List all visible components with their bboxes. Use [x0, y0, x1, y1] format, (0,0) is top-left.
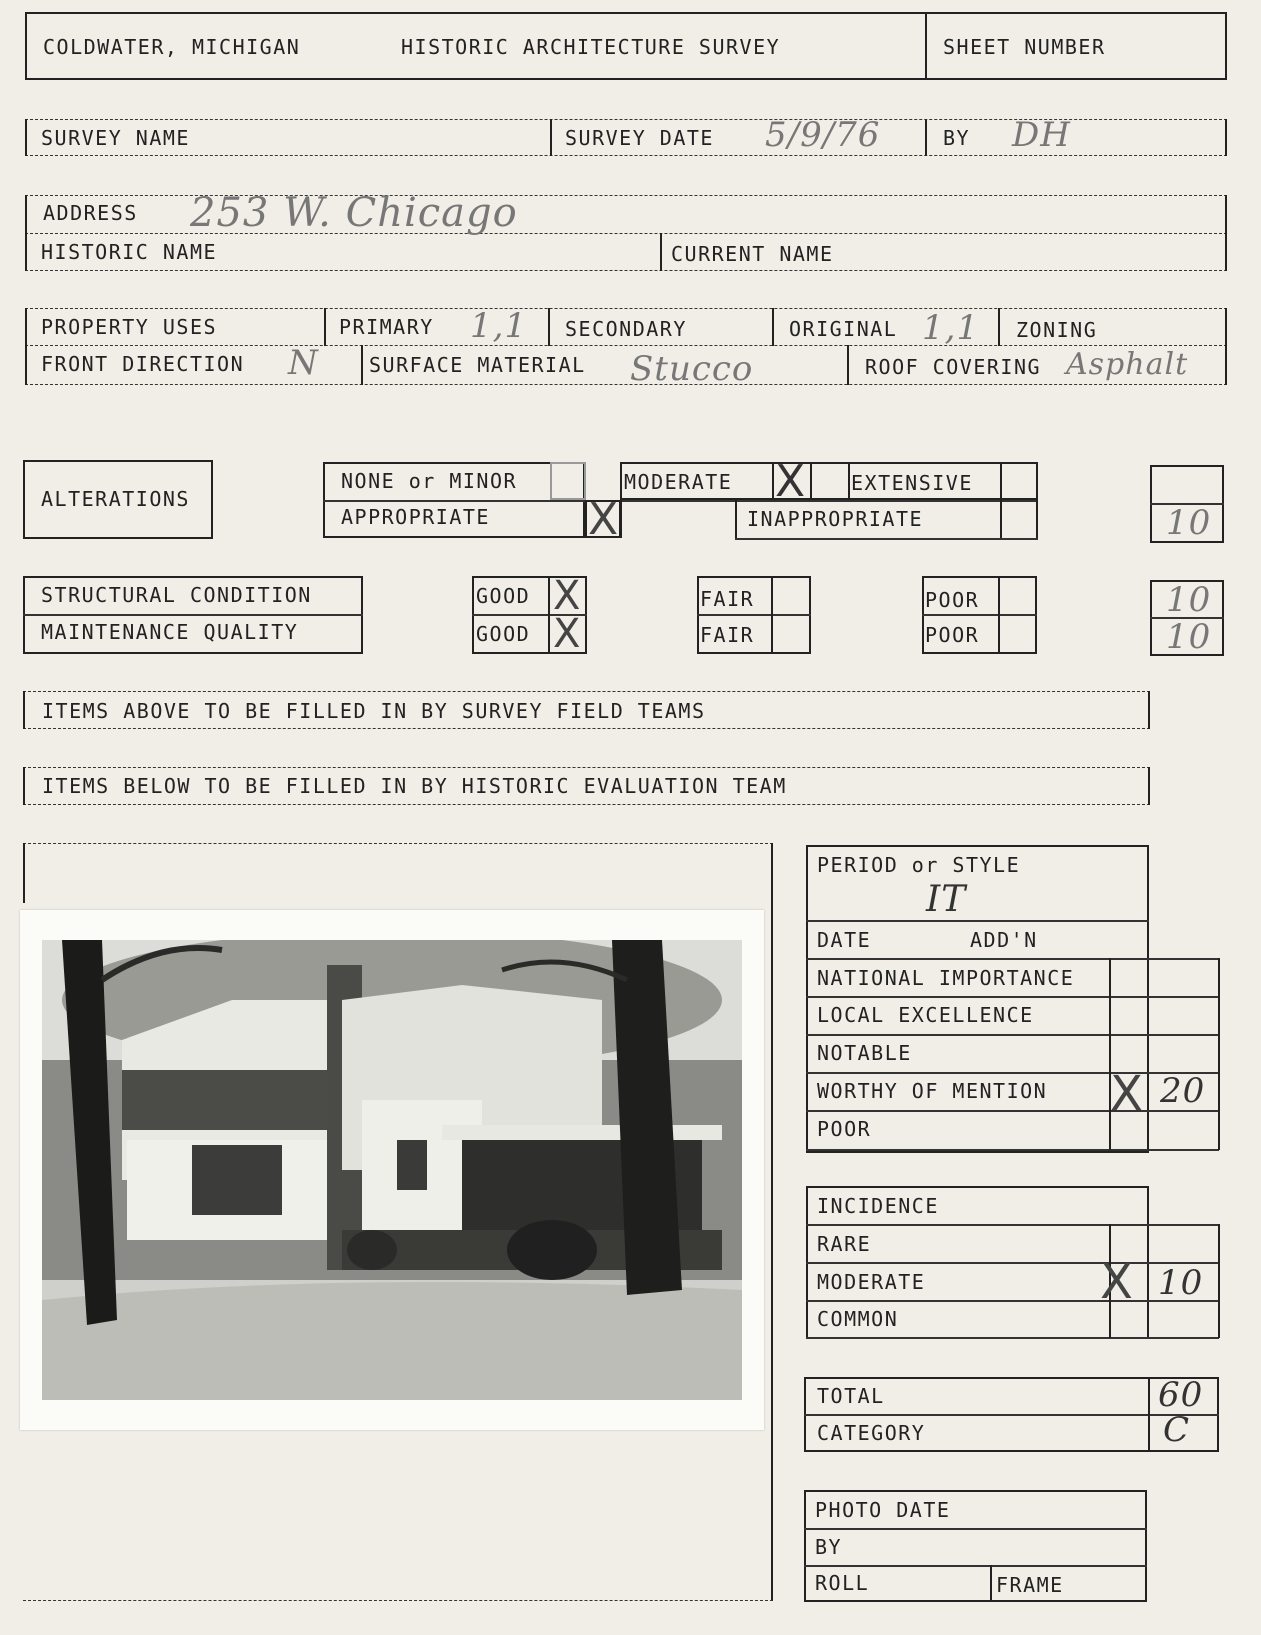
house-photo: [20, 910, 764, 1430]
importance-score: 20: [1160, 1071, 1206, 1111]
period-style-value: IT: [926, 879, 967, 920]
address-label: ADDRESS: [43, 201, 138, 225]
survey-date-label: SURVEY DATE: [565, 126, 714, 150]
surface-material-label: SURFACE MATERIAL: [369, 353, 586, 377]
appropriate-label: APPROPRIATE: [341, 505, 490, 529]
incidence-moderate: MODERATE: [817, 1270, 926, 1294]
structural-condition-label: STRUCTURAL CONDITION: [41, 583, 312, 607]
importance-poor: POOR: [817, 1117, 872, 1141]
period-style-label: PERIOD or STYLE: [817, 853, 1021, 877]
alterations-score: 10: [1166, 503, 1212, 543]
addn-label: ADD'N: [970, 928, 1038, 952]
date-label: DATE: [817, 928, 872, 952]
incidence-score: 10: [1158, 1263, 1204, 1303]
structural-fair-label: FAIR: [700, 587, 755, 611]
roll-label: ROLL: [815, 1571, 870, 1595]
form-title: HISTORIC ARCHITECTURE SURVEY: [401, 35, 781, 59]
front-direction-value: N: [288, 343, 319, 383]
city-label: COLDWATER, MICHIGAN: [43, 35, 301, 59]
maintenance-score: 10: [1166, 617, 1212, 657]
none-minor-label: NONE or MINOR: [341, 469, 518, 493]
survey-name-label: SURVEY NAME: [41, 126, 190, 150]
structural-good-check: X: [553, 573, 581, 619]
incidence-common: COMMON: [817, 1307, 899, 1331]
appropriate-checkmark: X: [588, 494, 619, 545]
photo-by-label: BY: [815, 1535, 843, 1559]
category-label: CATEGORY: [817, 1421, 926, 1445]
structural-good-label: GOOD: [476, 584, 531, 608]
frame-label: FRAME: [996, 1573, 1064, 1597]
maintenance-quality-label: MAINTENANCE QUALITY: [41, 620, 299, 644]
evaluation-box: [806, 845, 1149, 1153]
front-direction-label: FRONT DIRECTION: [41, 352, 245, 376]
alterations-label: ALTERATIONS: [41, 487, 190, 511]
inappropriate-label: INAPPROPRIATE: [747, 507, 924, 531]
total-value: 60: [1158, 1375, 1204, 1415]
total-label: TOTAL: [817, 1384, 885, 1408]
property-uses-label: PROPERTY USES: [41, 315, 218, 339]
moderate-alteration-label: MODERATE: [624, 470, 733, 494]
primary-value: 1,1: [470, 306, 528, 346]
address-value: 253 W. Chicago: [190, 190, 518, 236]
current-name-label: CURRENT NAME: [671, 242, 834, 266]
moderate-checkmark: X: [775, 456, 806, 507]
maintenance-fair-label: FAIR: [700, 623, 755, 647]
original-label: ORIGINAL: [789, 317, 898, 341]
incidence-rare: RARE: [817, 1232, 872, 1256]
roof-covering-label: ROOF COVERING: [865, 355, 1042, 379]
incidence-label: INCIDENCE: [817, 1194, 939, 1218]
importance-local: LOCAL EXCELLENCE: [817, 1003, 1034, 1027]
structural-score: 10: [1166, 580, 1212, 620]
maintenance-good-label: GOOD: [476, 622, 531, 646]
survey-date-value: 5/9/76: [765, 115, 881, 155]
note-below: ITEMS BELOW TO BE FILLED IN BY HISTORIC EVALUATION TEAM: [42, 774, 787, 798]
note-above: ITEMS ABOVE TO BE FILLED IN BY SURVEY FIELD TEAMS: [42, 699, 706, 723]
surface-material-value: Stucco: [630, 349, 754, 389]
secondary-label: SECONDARY: [565, 317, 687, 341]
extensive-label: EXTENSIVE: [851, 471, 973, 495]
original-value: 1,1: [922, 308, 980, 348]
importance-worthy: WORTHY OF MENTION: [817, 1079, 1048, 1103]
maintenance-good-check: X: [553, 611, 581, 657]
importance-notable: NOTABLE: [817, 1041, 912, 1065]
zoning-label: ZONING: [1016, 318, 1098, 342]
category-value: C: [1163, 1410, 1191, 1450]
primary-label: PRIMARY: [339, 315, 434, 339]
historic-name-label: HISTORIC NAME: [41, 240, 218, 264]
roof-covering-value: Asphalt: [1066, 347, 1189, 382]
structural-poor-label: POOR: [925, 588, 980, 612]
importance-national: NATIONAL IMPORTANCE: [817, 966, 1075, 990]
photo-date-label: PHOTO DATE: [815, 1498, 951, 1522]
survey-by-value: DH: [1012, 115, 1071, 155]
incidence-checkmark: X: [1100, 1254, 1133, 1310]
maintenance-poor-label: POOR: [925, 623, 980, 647]
worthy-checkmark: X: [1110, 1066, 1143, 1122]
sheet-number-label: SHEET NUMBER: [943, 35, 1106, 59]
survey-by-label: BY: [943, 126, 971, 150]
house-photo-image: [42, 940, 742, 1400]
